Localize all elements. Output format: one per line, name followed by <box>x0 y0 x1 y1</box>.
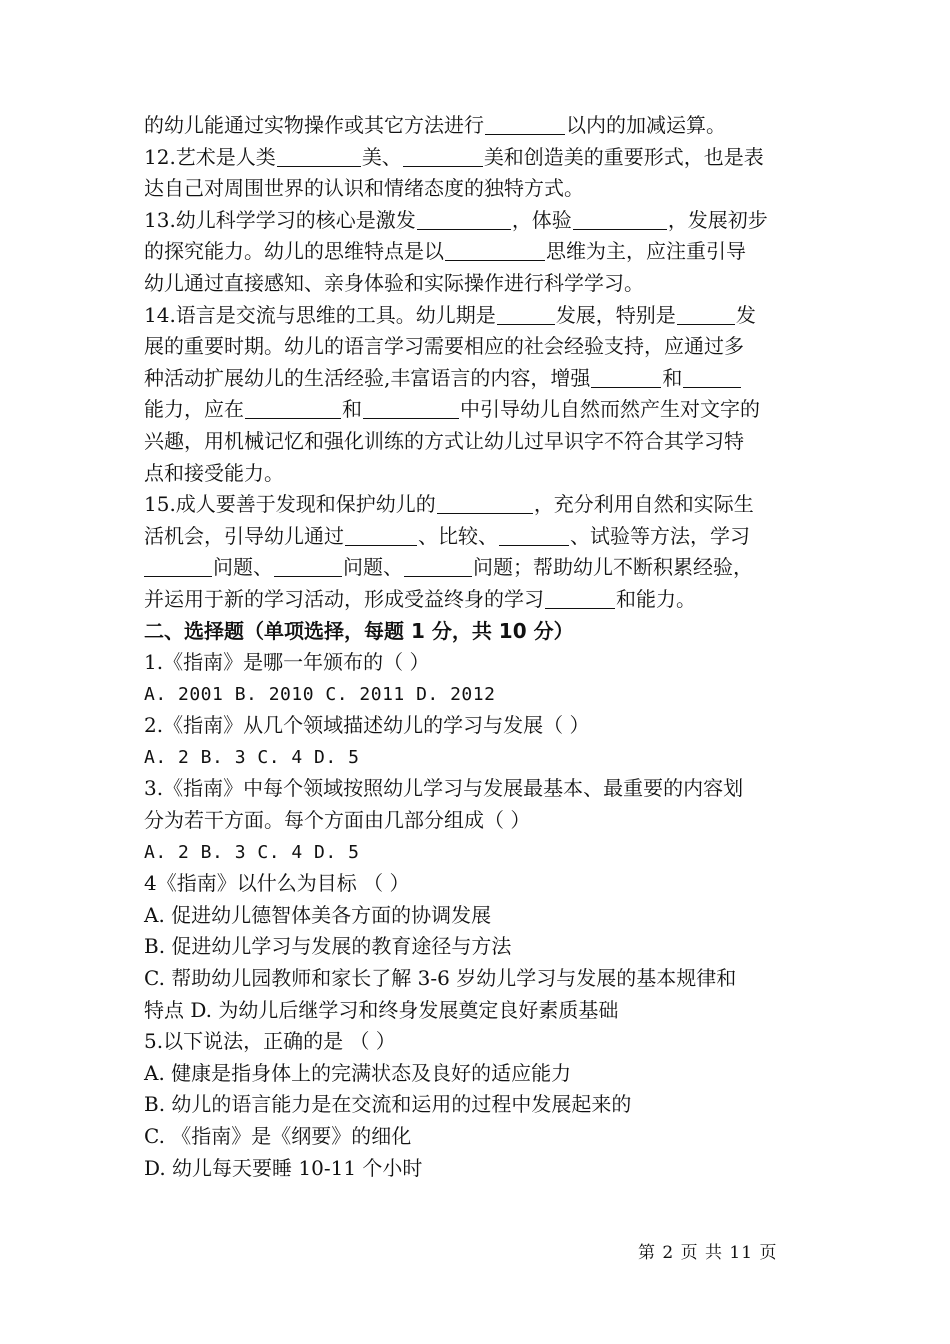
answer-blank <box>274 554 342 577</box>
text-segment: 、试验等方法，学习 <box>570 523 750 548</box>
text-segment: 问题、 <box>343 555 403 580</box>
q11-continuation-line <box>144 110 814 142</box>
answer-blank <box>683 365 741 388</box>
choice-q5: 5.以下说法，正确的是 （ ） <box>144 1029 396 1054</box>
text-segment: 并运用于新的学习活动，形成受益终身的学习 <box>144 586 544 611</box>
text-segment: 发展，特别是 <box>555 302 676 327</box>
section-heading: 二、选择题（单项选择，每题 1 分，共 10 分） <box>144 618 574 643</box>
choice-q1: 1.《指南》是哪一年颁布的（ ） <box>144 650 430 675</box>
q14-line-2: 展的重要时期。幼儿的语言学习需要相应的社会经验支持，应通过多 <box>144 334 744 359</box>
answer-blank <box>485 112 565 135</box>
choice-q2-options: A. 2 B. 3 C. 4 D. 5 <box>144 746 360 768</box>
text-segment: 活机会，引导幼儿通过 <box>144 523 344 548</box>
answer-blank <box>499 523 569 546</box>
choice-q5-option-b: B. 幼儿的语言能力是在交流和运用的过程中发展起来的 <box>144 1092 632 1117</box>
q14-line-3 <box>144 363 814 395</box>
q15-line-1 <box>144 489 814 521</box>
answer-blank <box>437 491 533 514</box>
answer-blank <box>345 523 417 546</box>
text-segment: 的探究能力。幼儿的思维特点是以 <box>144 239 444 264</box>
choice-q4-option-c-d: 特点 D. 为幼儿后继学习和终身发展奠定良好素质基础 <box>144 997 619 1022</box>
answer-blank <box>403 144 483 167</box>
text-segment: 能力，应在 <box>144 397 244 422</box>
text-segment: 中引导幼儿自然而然产生对文字的 <box>460 397 760 422</box>
q14-line-1 <box>144 300 814 332</box>
q15-line-4 <box>144 584 814 616</box>
text-segment: 问题、 <box>213 555 273 580</box>
choice-q5-option-d: D. 幼儿每天要睡 10-11 个小时 <box>144 1155 423 1180</box>
answer-blank <box>573 207 667 230</box>
text-segment: 14.语言是交流与思维的工具。幼儿期是 <box>144 302 496 327</box>
choice-q3-line-1: 3.《指南》中每个领域按照幼儿学习与发展最基本、最重要的内容划 <box>144 776 744 801</box>
choice-q4-option-c: C. 帮助幼儿园教师和家长了解 3-6 岁幼儿学习与发展的基本规律和 <box>144 966 737 991</box>
choice-q1-options: A. 2001 B. 2010 C. 2011 D. 2012 <box>144 683 496 705</box>
q13-line-3: 幼儿通过直接感知、亲身体验和实际操作进行科学学习。 <box>144 270 644 295</box>
choice-q4-option-a: A. 促进幼儿德智体美各方面的协调发展 <box>144 902 492 927</box>
q15-line-2 <box>144 521 814 553</box>
answer-blank <box>277 144 361 167</box>
text-segment: 问题；帮助幼儿不断积累经验， <box>473 555 753 580</box>
answer-blank <box>404 554 472 577</box>
answer-blank <box>445 238 545 261</box>
page-footer: 第 2 页 共 11 页 <box>638 1243 778 1263</box>
q12-line-1 <box>144 142 814 174</box>
choice-q5-option-c: C. 《指南》是《纲要》的细化 <box>144 1124 412 1148</box>
q13-line-1 <box>144 205 814 237</box>
answer-blank <box>417 207 511 230</box>
text-segment: 13.幼儿科学学习的核心是激发 <box>144 207 416 232</box>
text-segment: 和 <box>662 365 683 390</box>
answer-blank <box>245 396 341 419</box>
choice-q2: 2.《指南》从几个领域描述幼儿的学习与发展（ ） <box>144 713 590 738</box>
text-segment: 和 <box>342 397 362 422</box>
q14-line-6: 点和接受能力。 <box>144 460 284 485</box>
q13-line-2 <box>144 236 814 268</box>
answer-blank <box>363 396 459 419</box>
answer-blank <box>144 554 212 577</box>
text-segment: ，发展初步 <box>667 207 768 232</box>
answer-blank <box>591 365 661 388</box>
text-segment: ，充分利用自然和实际生 <box>533 492 754 517</box>
text-segment: 15.成人要善于发现和保护幼儿的 <box>144 492 436 517</box>
text-segment: 以内的加减运算。 <box>566 113 726 137</box>
q14-line-4 <box>144 394 814 426</box>
choice-q3-options: A. 2 B. 3 C. 4 D. 5 <box>144 841 360 863</box>
text-segment: 12.艺术是人类 <box>144 144 276 169</box>
q15-line-3 <box>144 552 814 584</box>
choice-q3-line-2: 分为若干方面。每个方面由几部分组成（ ） <box>144 808 531 833</box>
text-segment: 和能力。 <box>616 586 696 611</box>
q14-line-5: 兴趣，用机械记忆和强化训练的方式让幼儿过早识字不符合其学习特 <box>144 428 744 453</box>
text-segment: 思维为主，应注重引导 <box>546 239 746 264</box>
choice-q4-option-b: B. 促进幼儿学习与发展的教育途径与方法 <box>144 934 512 959</box>
text-segment: 的幼儿能通过实物操作或其它方法进行 <box>144 113 484 137</box>
choice-q5-option-a: A. 健康是指身体上的完满状态及良好的适应能力 <box>144 1060 572 1085</box>
answer-blank <box>545 586 615 609</box>
text-segment: ，体验 <box>511 207 572 232</box>
q12-line-2: 达自己对周围世界的认识和情绪态度的独特方式。 <box>144 176 584 201</box>
answer-blank <box>677 302 735 325</box>
text-segment: 美、 <box>361 144 402 169</box>
text-segment: 发 <box>735 302 756 327</box>
page-content <box>144 110 814 1184</box>
text-segment: 美和创造美的重要形式，也是表 <box>483 144 764 169</box>
text-segment: 、比较、 <box>418 523 498 548</box>
text-segment: 种活动扩展幼儿的生活经验,丰富语言的内容，增强 <box>144 365 591 390</box>
choice-q4: 4《指南》以什么为目标 （ ） <box>144 871 410 896</box>
answer-blank <box>497 302 555 325</box>
